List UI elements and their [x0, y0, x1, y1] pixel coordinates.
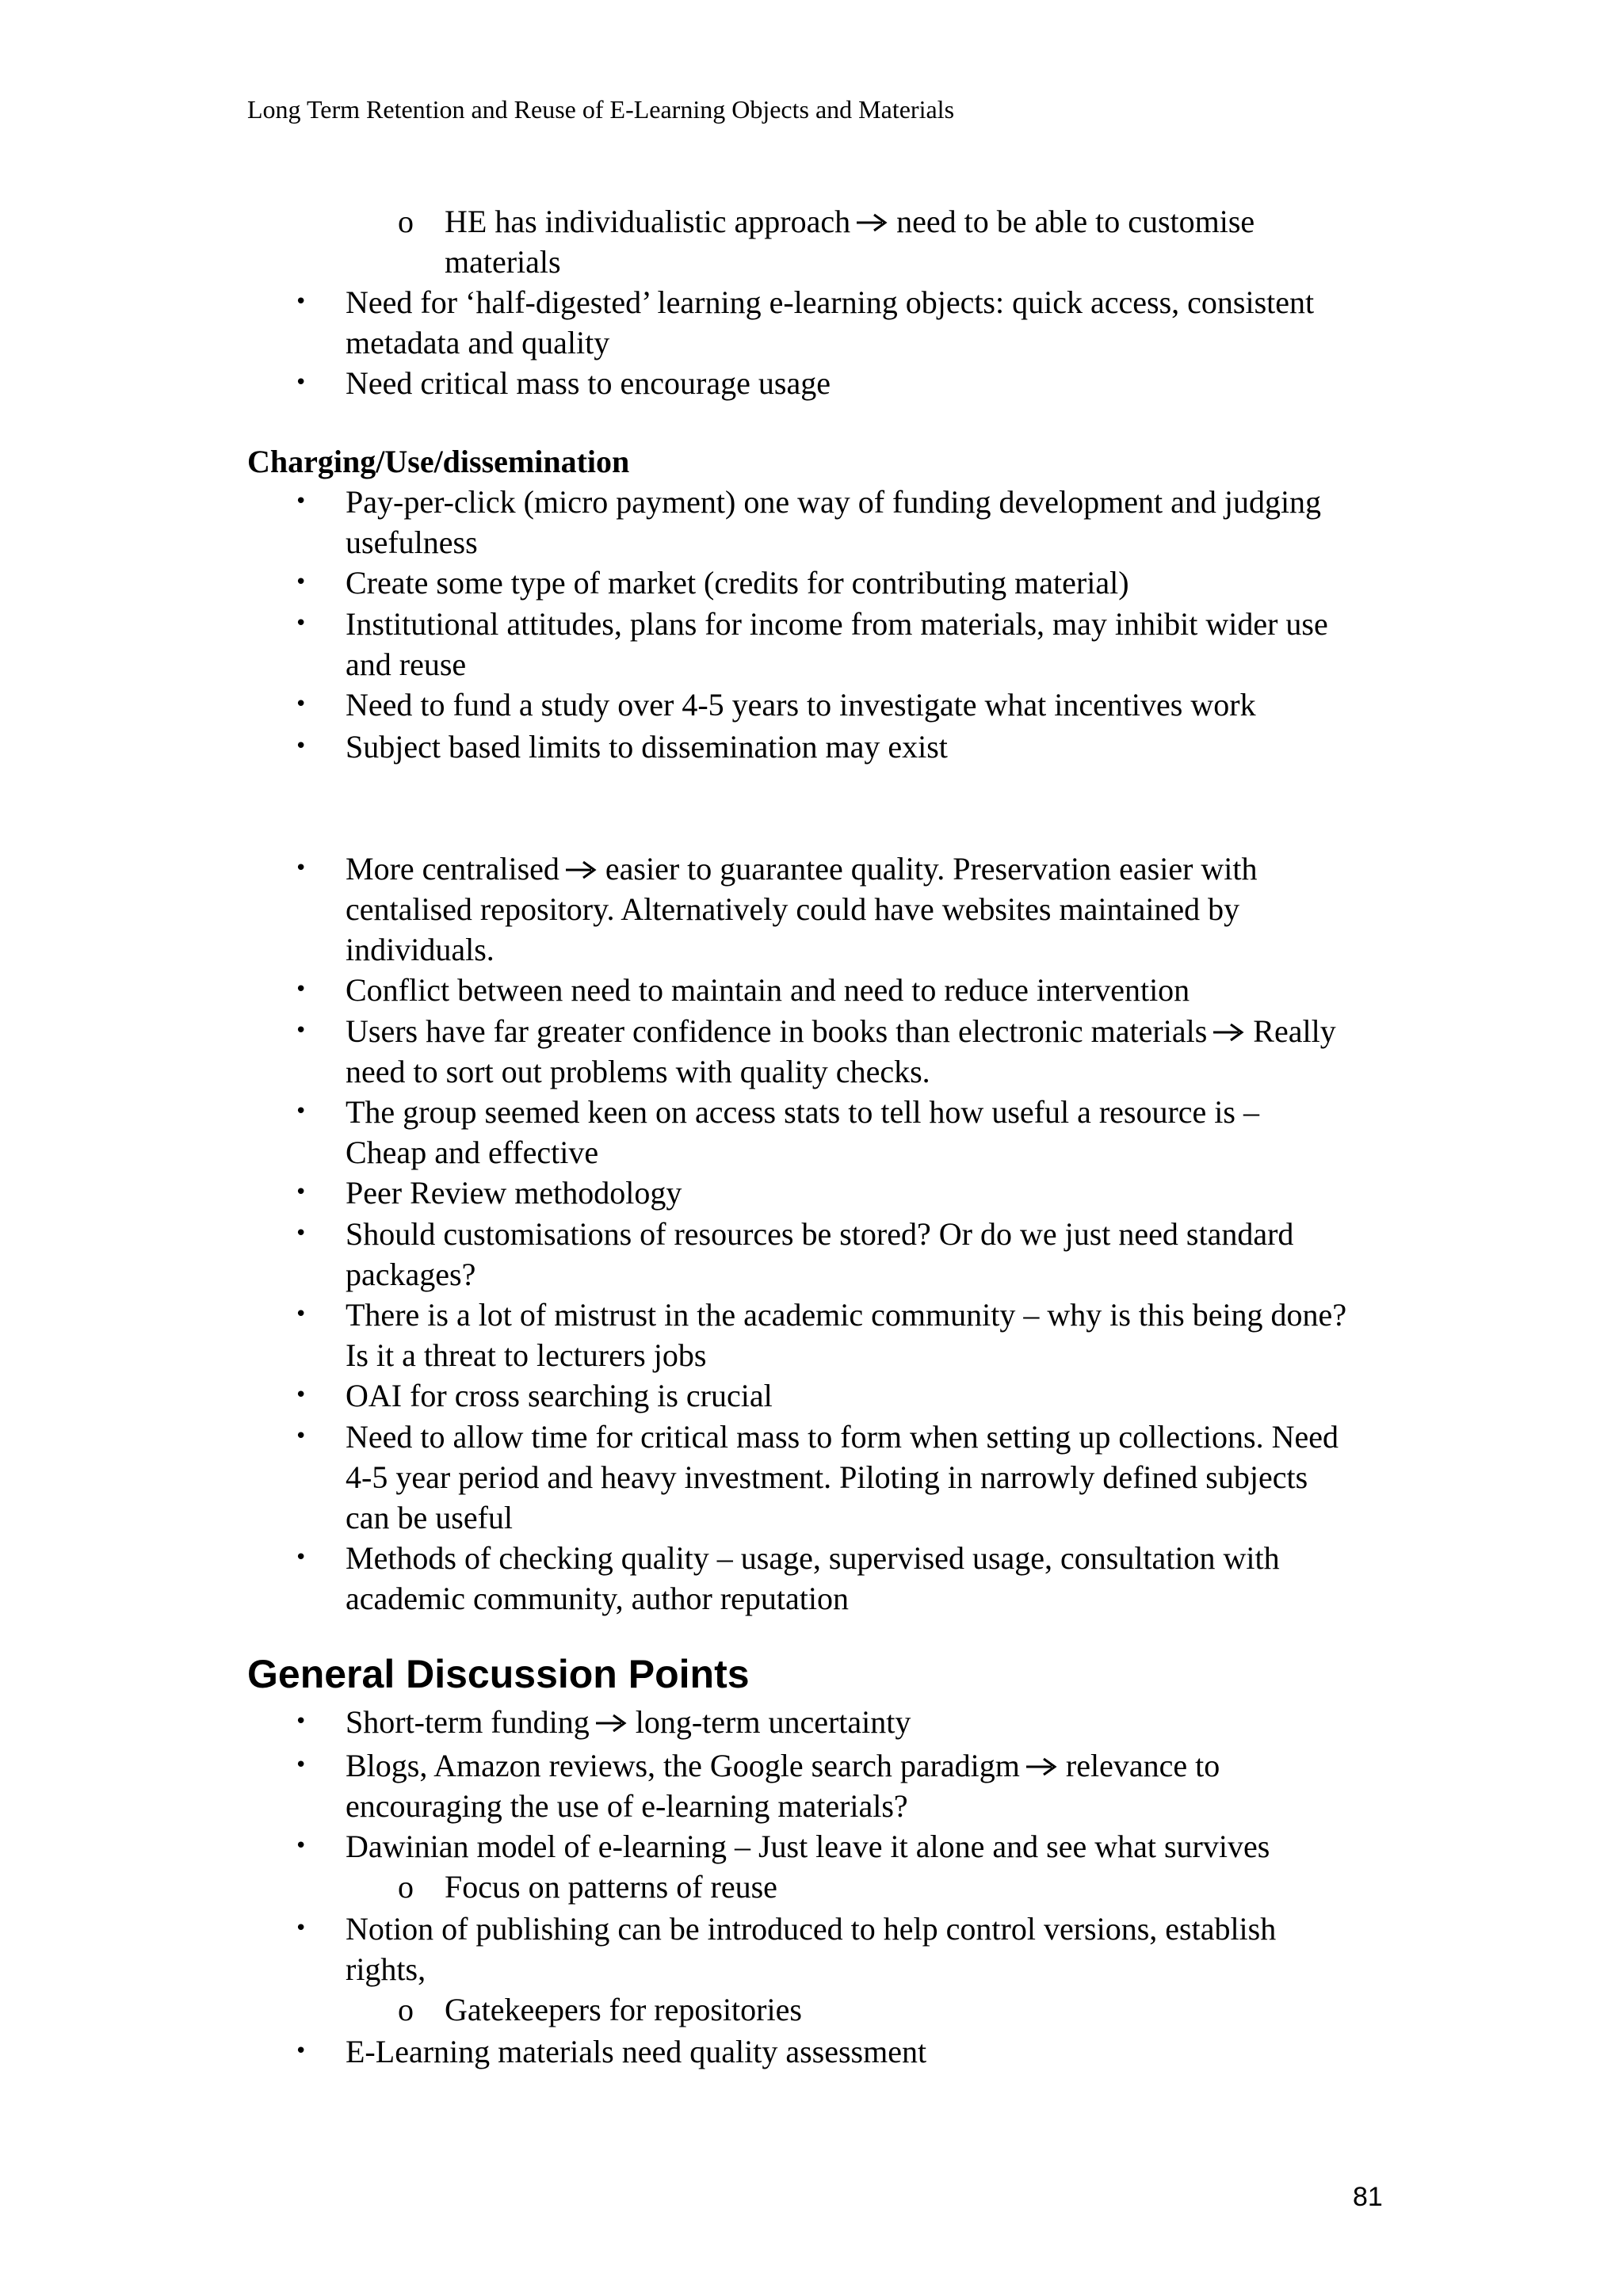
section-heading-general-discussion: General Discussion Points: [247, 1652, 750, 1696]
bullet-marker: •: [295, 371, 307, 395]
page-number: 81: [1353, 2182, 1383, 2212]
bullet-marker: •: [295, 734, 307, 758]
list-item: Notion of publishing can be introduced to help control versions, establish: [346, 1911, 1277, 1947]
section-heading-charging: Charging/Use/dissemination: [247, 444, 630, 479]
bullet-marker: •: [295, 612, 307, 635]
list-item: Need to allow time for critical mass to form when setting up collections. Need: [346, 1419, 1338, 1455]
bullet-marker: •: [295, 2039, 307, 2063]
list-item: Create some type of market (credits for contributing material): [346, 565, 1129, 601]
right-arrow-icon: [1212, 1022, 1247, 1043]
list-item: Users have far greater confidence in books than electronic materials Really: [346, 1013, 1336, 1049]
list-item: Dawinian model of e-learning – Just leave it alone and see what survives: [346, 1829, 1270, 1864]
list-item: Conflict between need to maintain and need to reduce intervention: [346, 972, 1190, 1008]
list-item-continuation: individuals.: [346, 932, 495, 967]
bullet-marker: •: [295, 570, 307, 594]
bullet-marker: •: [295, 1425, 307, 1448]
list-item-continuation: materials: [445, 244, 561, 280]
list-item-continuation: Is it a threat to lecturers jobs: [346, 1337, 707, 1373]
list-item: Need critical mass to encourage usage: [346, 365, 831, 401]
list-item: E-Learning materials need quality assessment: [346, 2034, 927, 2069]
sub-bullet-marker: o: [398, 1992, 414, 2027]
bullet-marker: •: [295, 1753, 307, 1777]
list-item: The group seemed keen on access stats to tell how useful a resource is –: [346, 1094, 1259, 1130]
list-item: HE has individualistic approach need to be able to customise: [445, 204, 1255, 239]
bullet-marker: •: [295, 856, 307, 880]
bullet-marker: •: [295, 978, 307, 1001]
bullet-marker: •: [295, 1222, 307, 1245]
list-item-continuation: packages?: [346, 1257, 476, 1292]
bullet-marker: •: [295, 1100, 307, 1123]
list-item: More centralised easier to guarantee quality. Preservation easier with: [346, 851, 1258, 887]
list-item: Need for ‘half-digested’ learning e-learning objects: quick access, consistent: [346, 284, 1315, 320]
list-item-continuation: can be useful: [346, 1500, 514, 1535]
bullet-marker: •: [295, 1917, 307, 1940]
list-item-continuation: centalised repository. Alternatively could have websites maintained by: [346, 891, 1240, 927]
list-item: Need to fund a study over 4-5 years to investigate what incentives work: [346, 687, 1256, 723]
list-item: Pay-per-click (micro payment) one way of funding development and judging: [346, 484, 1322, 520]
list-item-continuation: usefulness: [346, 524, 478, 560]
list-item: There is a lot of mistrust in the academic community – why is this being done?: [346, 1297, 1347, 1333]
right-arrow-icon: [855, 212, 890, 233]
list-item: OAI for cross searching is crucial: [346, 1378, 773, 1413]
list-item-continuation: Cheap and effective: [346, 1135, 599, 1170]
list-item: Peer Review methodology: [346, 1175, 682, 1211]
list-item: Should customisations of resources be stored? Or do we just need standard: [346, 1216, 1294, 1252]
sub-bullet-marker: o: [398, 1869, 414, 1905]
bullet-marker: •: [295, 1019, 307, 1043]
bullet-marker: •: [295, 1383, 307, 1407]
list-item: Methods of checking quality – usage, supervised usage, consultation with: [346, 1540, 1280, 1576]
list-item-continuation: need to sort out problems with quality checks.: [346, 1054, 930, 1089]
list-item: Short-term funding long-term uncertainty: [346, 1704, 911, 1740]
list-item-continuation: academic community, author reputation: [346, 1581, 849, 1616]
list-item-continuation: encouraging the use of e-learning materials?: [346, 1788, 908, 1824]
list-item: Focus on patterns of reuse: [445, 1869, 777, 1905]
list-item-continuation: and reuse: [346, 646, 467, 682]
list-item-continuation: metadata and quality: [346, 325, 610, 360]
right-arrow-icon: [1025, 1756, 1060, 1777]
bullet-marker: •: [295, 1302, 307, 1326]
bullet-marker: •: [295, 692, 307, 716]
right-arrow-icon: [564, 860, 599, 880]
bullet-marker: •: [295, 490, 307, 513]
running-header: Long Term Retention and Reuse of E-Learning Objects and Materials: [247, 95, 955, 124]
list-item: Institutional attitudes, plans for income from materials, may inhibit wider use: [346, 606, 1328, 642]
bullet-marker: •: [295, 290, 307, 314]
list-item: Subject based limits to dissemination may exist: [346, 729, 948, 765]
list-item: Gatekeepers for repositories: [445, 1992, 802, 2027]
sub-bullet-marker: o: [398, 204, 414, 239]
list-item-continuation: 4-5 year period and heavy investment. Piloting in narrowly defined subjects: [346, 1459, 1308, 1495]
right-arrow-icon: [594, 1713, 629, 1733]
bullet-marker: •: [295, 1546, 307, 1569]
bullet-marker: •: [295, 1710, 307, 1733]
bullet-marker: •: [295, 1834, 307, 1858]
list-item: Blogs, Amazon reviews, the Google search paradigm relevance to: [346, 1748, 1220, 1783]
bullet-marker: •: [295, 1180, 307, 1204]
list-item-continuation: rights,: [346, 1951, 426, 1987]
